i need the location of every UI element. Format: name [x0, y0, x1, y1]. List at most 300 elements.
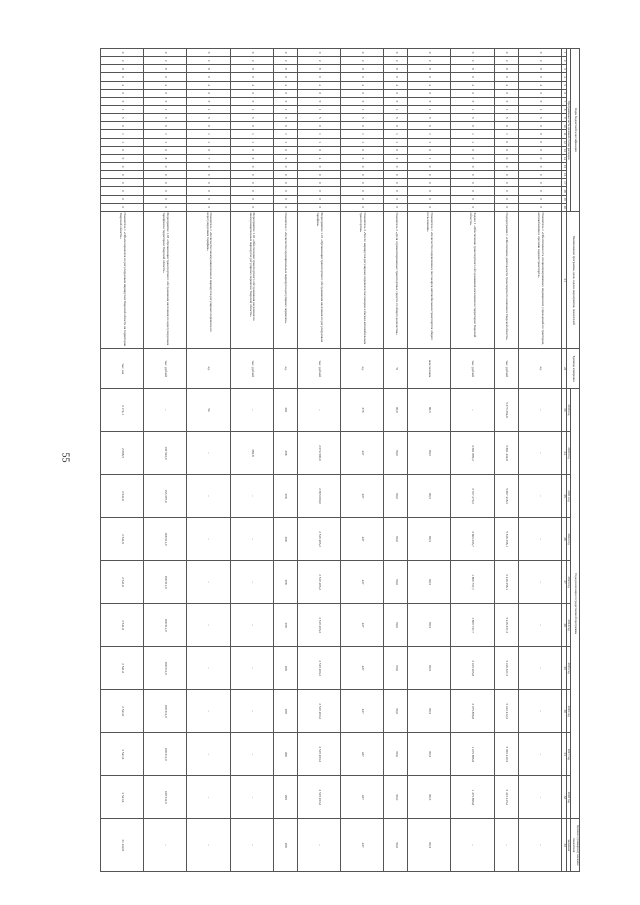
year-value-cell: –	[187, 431, 230, 474]
year-value-cell: 168 511,9	[144, 647, 187, 690]
code-cell: 5	[144, 114, 187, 122]
code-cell: 2	[384, 154, 408, 162]
code-cell: 1	[187, 105, 230, 113]
target-value-cell: –	[451, 819, 494, 872]
year-header: 2027 год	[566, 733, 571, 776]
code-cell: 0	[101, 195, 144, 203]
year-value-cell: 437	[341, 647, 384, 690]
year-value-cell: 3 707 279,2	[451, 474, 494, 517]
target-value-cell: 90,0	[384, 819, 408, 872]
column-number-cell: 31	[561, 733, 566, 776]
code-cell: 4	[187, 81, 230, 89]
code-cell: 1	[187, 138, 230, 146]
code-cell: 5	[408, 114, 451, 122]
code-cell: 0	[101, 203, 144, 211]
indicator-text-cell: Показатель 1 «Обеспеченность специализированных медицинских учреждений по тракторам, автомобилями и прочими видами транспорта»	[518, 212, 561, 349]
code-cell: 4	[297, 154, 340, 162]
code-cell: 0	[187, 187, 230, 195]
year-value-cell: –	[230, 647, 273, 690]
column-number-cell: 19	[561, 195, 566, 203]
year-value-cell: 168 511,9	[144, 776, 187, 819]
code-cell: 0	[144, 122, 187, 130]
year-value-cell: –	[518, 388, 561, 431]
code-cell: 9	[273, 97, 297, 105]
target-value-cell: –	[144, 819, 187, 872]
table-row	[297, 49, 340, 872]
year-value-cell: 2 519 493,2	[297, 647, 340, 690]
indicator-text-cell: Мероприятие 1.02 «Обеспечение транспортного обслуживания населения на межмуниципальных маршрутах регулярных перевозок Тверской области»	[230, 212, 273, 349]
code-cell: 8	[341, 65, 384, 73]
code-cell: 0	[451, 162, 494, 170]
column-number-cell: 6	[561, 89, 566, 97]
code-cell: 0	[187, 179, 230, 187]
unit-cell: ед.	[273, 349, 297, 389]
code-cell: 0	[451, 122, 494, 130]
code-cell: 0	[518, 179, 561, 187]
code-cell: 0	[341, 89, 384, 97]
year-header: 2020 год	[566, 431, 571, 474]
column-number-cell: 8	[561, 105, 566, 113]
year-value-cell: 2 519 493,2	[297, 690, 340, 733]
code-cell: 0	[494, 171, 518, 179]
code-cell: 0	[273, 171, 297, 179]
year-value-cell: 3 174,1	[101, 388, 144, 431]
code-cell: 0	[144, 195, 187, 203]
code-cell: 0	[144, 171, 187, 179]
year-value-cell: 1 475 896,8	[451, 776, 494, 819]
code-cell: 0	[297, 73, 340, 81]
year-value-cell: –	[187, 604, 230, 647]
code-cell: 1	[384, 105, 408, 113]
column-number-cell: 10	[561, 122, 566, 130]
year-value-cell: 298	[273, 776, 297, 819]
year-value-cell: 80,5	[408, 647, 451, 690]
year-value-cell: 80,5	[408, 474, 451, 517]
code-cell: 0	[273, 89, 297, 97]
year-value-cell: 376	[341, 388, 384, 431]
column-number-cell: 21	[561, 212, 566, 349]
code-cell: 0	[494, 73, 518, 81]
code-cell: 0	[144, 49, 187, 57]
year-value-cell: –	[518, 561, 561, 604]
year-value-cell: –	[230, 690, 273, 733]
year-value-cell: 3 375 896,8	[451, 690, 494, 733]
code-cell: 2	[341, 57, 384, 65]
code-cell: 0	[187, 49, 230, 57]
year-value-cell: 437	[341, 431, 384, 474]
code-cell: 1	[297, 138, 340, 146]
year-value-cell: –	[230, 604, 273, 647]
unit-cell: %	[384, 349, 408, 389]
code-cell: 1	[408, 105, 451, 113]
code-cell: 0	[518, 162, 561, 170]
code-cell: 0	[518, 146, 561, 154]
table-row	[187, 49, 230, 872]
year-value-cell: –	[297, 388, 340, 431]
code-cell: 0	[384, 89, 408, 97]
table-body	[101, 49, 562, 872]
code-cell: 2	[273, 57, 297, 65]
code-cell: 9	[494, 97, 518, 105]
code-cell: 0	[384, 73, 408, 81]
table-row	[101, 49, 144, 872]
code-cell: 0	[297, 187, 340, 195]
year-value-cell: 2 519 493,2	[297, 604, 340, 647]
year-value-cell: –	[187, 733, 230, 776]
code-cell: 8	[144, 65, 187, 73]
code-cell: 1	[230, 138, 273, 146]
code-cell: 0	[518, 195, 561, 203]
code-cell: 5	[518, 114, 561, 122]
year-value-cell: –	[144, 388, 187, 431]
code-cell: 0	[408, 49, 451, 57]
code-cell: 0	[494, 89, 518, 97]
code-cell: 1	[297, 105, 340, 113]
indicator-text-cell: Показатель 1 «Объем перевозок по регулируемым маршрутам Тверской области на территории Тверской области»	[101, 212, 144, 349]
code-cell: 1	[341, 130, 384, 138]
year-value-cell: –	[230, 561, 273, 604]
code-cell: 0	[408, 195, 451, 203]
table-row	[144, 49, 187, 872]
code-cell: 8	[297, 65, 340, 73]
code-cell: 0	[518, 89, 561, 97]
year-value-cell: 2 519 493,2	[297, 518, 340, 561]
code-cell: 4	[230, 81, 273, 89]
table-row	[273, 49, 297, 872]
code-cell: 5	[101, 114, 144, 122]
code-cell: 0	[451, 154, 494, 162]
year-value-cell: 5 412 415,2	[494, 776, 518, 819]
code-cell: 8	[144, 154, 187, 162]
code-cell: 5	[230, 114, 273, 122]
code-cell: 0	[144, 73, 187, 81]
code-cell: 4	[518, 81, 561, 89]
year-value-cell: –	[518, 518, 561, 561]
code-cell: 0	[384, 187, 408, 195]
code-cell: 0	[494, 138, 518, 146]
code-cell: 2	[451, 57, 494, 65]
column-number-cell: 11	[561, 130, 566, 138]
table-row	[518, 49, 561, 872]
code-cell: 0	[101, 171, 144, 179]
code-cell: 0	[384, 146, 408, 154]
year-value-cell: 80,5	[408, 388, 451, 431]
year-header: 2026 год	[566, 690, 571, 733]
year-value-cell: 298	[273, 561, 297, 604]
code-cell: 0	[273, 146, 297, 154]
header-row-top	[571, 49, 580, 872]
column-number-cell: 13	[561, 146, 566, 154]
code-cell: 8	[408, 65, 451, 73]
year-value-cell: 90,0	[384, 474, 408, 517]
code-cell: 0	[384, 49, 408, 57]
year-value-cell: 298	[273, 604, 297, 647]
code-cell: 1	[187, 130, 230, 138]
code-cell: 2	[518, 57, 561, 65]
code-cell: 4	[494, 81, 518, 89]
code-cell: 0	[187, 89, 230, 97]
table-row	[408, 49, 451, 872]
code-cell: 2	[101, 57, 144, 65]
indicator-text-cell: Задача 1 «Обеспечение транспортного обслуживания населения на территории Тверской области»	[451, 212, 494, 349]
code-cell: 1	[230, 105, 273, 113]
code-cell: 0	[230, 195, 273, 203]
code-cell: 0	[297, 89, 340, 97]
year-value-cell: 168 511,9	[144, 733, 187, 776]
table-row	[230, 49, 273, 872]
column-number-cell: 30	[561, 690, 566, 733]
code-cell: 9	[297, 97, 340, 105]
column-number-cell: 26	[561, 518, 566, 561]
code-cell: 0	[451, 195, 494, 203]
year-value-cell: 168 511,9	[144, 690, 187, 733]
target-value-cell: –	[187, 819, 230, 872]
code-cell: 0	[451, 171, 494, 179]
code-cell: 8	[101, 65, 144, 73]
code-cell: 1	[101, 130, 144, 138]
column-number-cell: 28	[561, 604, 566, 647]
code-cell: 0	[297, 162, 340, 170]
code-cell: 0	[297, 49, 340, 57]
code-cell: 0	[494, 203, 518, 211]
code-cell: 7	[187, 154, 230, 162]
year-value-cell: 168 511,9	[144, 604, 187, 647]
table-row	[451, 49, 494, 872]
column-number-cell: 15	[561, 162, 566, 170]
column-number-cell: 9	[561, 114, 566, 122]
year-value-cell: 5 412 412,2	[494, 690, 518, 733]
code-cell: 9	[341, 97, 384, 105]
code-cell: 2	[494, 57, 518, 65]
year-value-cell: 2 541,6	[101, 690, 144, 733]
code-cell: 0	[451, 187, 494, 195]
program-indicators-table	[100, 48, 580, 872]
unit-cell: тыс. рублей	[494, 349, 518, 389]
year-header: 2019 год	[566, 388, 571, 431]
code-cell: 1	[144, 138, 187, 146]
year-value-cell: 2 541,6	[101, 776, 144, 819]
year-value-cell: 5 416 256,1	[494, 561, 518, 604]
year-value-cell: 437	[341, 690, 384, 733]
column-number-cell: 32	[561, 776, 566, 819]
column-number-cell: 29	[561, 647, 566, 690]
year-value-cell: 3 381 899,2	[451, 431, 494, 474]
code-cell: 0	[451, 49, 494, 57]
code-cell: 1	[144, 130, 187, 138]
code-cell: 0	[494, 49, 518, 57]
code-cell: 0	[187, 122, 230, 130]
code-cell: 1	[518, 105, 561, 113]
code-cell: 0	[384, 171, 408, 179]
year-value-cell: 80,5	[408, 561, 451, 604]
code-cell: 9	[144, 97, 187, 105]
target-value-cell: –	[518, 819, 561, 872]
year-header: 2024 год	[566, 604, 571, 647]
code-cell: 6	[230, 154, 273, 162]
code-cell: 0	[187, 195, 230, 203]
year-value-cell: –	[518, 776, 561, 819]
code-cell: 3	[341, 154, 384, 162]
code-cell: 1	[408, 154, 451, 162]
code-cell: 2	[384, 57, 408, 65]
code-cell: 8	[230, 65, 273, 73]
code-cell: 0	[101, 146, 144, 154]
code-cell: 1	[101, 138, 144, 146]
code-cell: 0	[230, 49, 273, 57]
column-number-cell: 3	[561, 65, 566, 73]
year-value-cell: –	[187, 561, 230, 604]
year-value-cell: –	[187, 518, 230, 561]
code-cell: 0	[518, 187, 561, 195]
code-cell: 0	[408, 171, 451, 179]
code-cell: 0	[451, 146, 494, 154]
target-value-cell: –	[230, 819, 273, 872]
year-value-cell: 54	[187, 388, 230, 431]
year-value-cell: 2 519 493,2	[297, 776, 340, 819]
year-value-cell: 2 541,6	[101, 518, 144, 561]
unit-cell: ед.	[518, 349, 561, 389]
column-number-cell: 23	[561, 388, 566, 431]
code-cell: 0	[451, 73, 494, 81]
code-cell: 4	[408, 81, 451, 89]
code-cell: 0	[101, 179, 144, 187]
code-cell: 0	[408, 122, 451, 130]
code-cell: 0	[384, 122, 408, 130]
code-cell: 1	[297, 130, 340, 138]
code-cell: 0	[384, 203, 408, 211]
code-cell: 0	[408, 73, 451, 81]
year-value-cell: 298	[273, 647, 297, 690]
code-cell: 0	[518, 73, 561, 81]
code-cell: 0	[494, 154, 518, 162]
code-cell: 0	[101, 122, 144, 130]
code-cell: 0	[273, 203, 297, 211]
target-header: Целевое (суммарное) значение показателя	[571, 819, 580, 872]
indicator-name-header: Наименование программы, цели, задачи, мероприятия, показателей	[566, 212, 579, 349]
code-cell: 0	[341, 187, 384, 195]
target-value-cell: 437	[341, 819, 384, 872]
year-value-cell: 2 541,6	[101, 733, 144, 776]
years-header: Годы реализации государственной программы	[571, 388, 580, 819]
year-header: 2023 год	[566, 561, 571, 604]
unit-cell: тыс. рублей	[297, 349, 340, 389]
column-number-cell: 2	[561, 57, 566, 65]
code-cell: 9	[518, 97, 561, 105]
code-cell: 0	[273, 122, 297, 130]
code-cell: 0	[297, 179, 340, 187]
year-value-cell: –	[518, 604, 561, 647]
unit-header: Единица измерения	[566, 349, 579, 389]
year-value-cell: 90,0	[384, 647, 408, 690]
column-number-cell: 14	[561, 154, 566, 162]
code-cell: 0	[144, 203, 187, 211]
code-cell: 0	[494, 122, 518, 130]
code-cell: 0	[230, 122, 273, 130]
year-value-cell: 90,0	[384, 518, 408, 561]
table-row	[384, 49, 408, 872]
year-value-cell: –	[187, 690, 230, 733]
code-cell: 2	[408, 57, 451, 65]
code-cell: 1	[341, 138, 384, 146]
code-cell: 4	[384, 81, 408, 89]
code-cell: 4	[101, 81, 144, 89]
target-value-subheader: значение	[566, 819, 571, 872]
code-cell: 0	[341, 162, 384, 170]
code-cell: 5	[273, 154, 297, 162]
indicator-text-cell: Показатель 3 «Число маршрутов регулярных перевозок пассажиров и багажа автомобильным транспортом»	[341, 212, 384, 349]
year-value-cell: 281	[273, 388, 297, 431]
year-value-cell: 80,5	[408, 690, 451, 733]
year-header: 2025 год	[566, 647, 571, 690]
year-header: 2021 год	[566, 474, 571, 517]
code-cell: 0	[101, 162, 144, 170]
year-value-cell: 90,0	[384, 604, 408, 647]
column-number-cell: 33	[561, 819, 566, 872]
year-value-cell: 90,0	[384, 388, 408, 431]
code-cell: 2	[144, 57, 187, 65]
code-cell: 0	[187, 171, 230, 179]
code-cell: 8	[273, 65, 297, 73]
code-cell: 0	[518, 171, 561, 179]
code-cell: 0	[408, 146, 451, 154]
year-value-cell: 139 522,9	[144, 431, 187, 474]
year-value-cell: 437	[341, 518, 384, 561]
target-value-cell: 80,5	[408, 819, 451, 872]
year-value-cell: 2 541,6	[101, 604, 144, 647]
code-cell: 0	[297, 122, 340, 130]
column-number-cell: 18	[561, 187, 566, 195]
code-cell: 0	[494, 162, 518, 170]
code-cell: 1	[273, 138, 297, 146]
year-value-cell: 2 519 493,2	[297, 561, 340, 604]
code-cell: 0	[518, 122, 561, 130]
code-cell: 8	[451, 65, 494, 73]
code-cell: 0	[144, 179, 187, 187]
program-classifier-header: Программная часть целевой статьи расходов	[566, 49, 571, 212]
code-cell: 5	[297, 114, 340, 122]
column-number-cell: 1	[561, 49, 566, 57]
code-cell: 9	[408, 97, 451, 105]
code-cell: 0	[230, 73, 273, 81]
unit-cell: млн человек	[408, 349, 451, 389]
year-value-cell: 1 899 737,7	[451, 604, 494, 647]
code-cell: 0	[494, 195, 518, 203]
code-cell: 0	[273, 73, 297, 81]
year-value-cell: 1 475 896,8	[451, 733, 494, 776]
code-cell: 0	[494, 179, 518, 187]
code-cell: 1	[384, 138, 408, 146]
year-value-cell: 298	[273, 733, 297, 776]
code-cell: 0	[341, 195, 384, 203]
code-cell: 0	[187, 203, 230, 211]
year-header: 2022 год	[566, 518, 571, 561]
column-number-cell: 16	[561, 171, 566, 179]
code-cell: 0	[341, 179, 384, 187]
year-value-cell: 168 511,9	[144, 518, 187, 561]
code-cell: 4	[297, 81, 340, 89]
unit-cell: тыс. рублей	[451, 349, 494, 389]
code-cell: 9	[451, 97, 494, 105]
code-cell: 0	[144, 89, 187, 97]
year-value-cell: 5 661 434,8	[494, 431, 518, 474]
year-value-cell: 80,5	[408, 776, 451, 819]
year-value-cell: 2 068,5	[101, 431, 144, 474]
code-cell: 0	[144, 146, 187, 154]
code-cell: 0	[187, 146, 230, 154]
code-cell: 1	[451, 130, 494, 138]
indicator-text-cell: Показатель 1 «Количество межмуниципальных маршрутов регулярных перевозок по нерегулируемым тарифам»	[187, 212, 230, 349]
year-value-cell: –	[230, 474, 273, 517]
